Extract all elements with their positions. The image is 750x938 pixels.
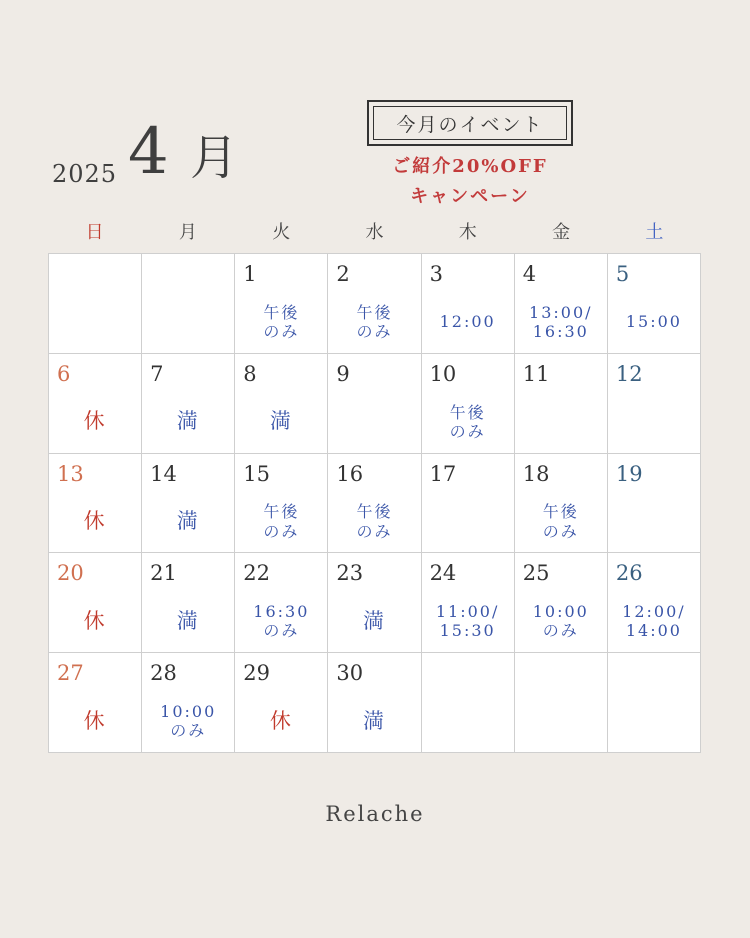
calendar-cell <box>49 553 142 653</box>
day-number: 22 <box>243 561 271 586</box>
calendar-cell <box>422 454 515 554</box>
calendar-cell <box>515 553 608 653</box>
day-number: 4 <box>522 262 537 286</box>
availability-note <box>608 591 700 651</box>
day-number: 13 <box>57 461 84 486</box>
note-line: のみ <box>263 621 300 641</box>
note-line: 午後 <box>356 302 393 322</box>
calendar-cell <box>235 454 328 554</box>
day-number: 1 <box>243 262 257 286</box>
calendar-cell <box>515 254 608 354</box>
full-mark <box>235 392 327 452</box>
calendar-cell <box>142 454 235 554</box>
weekday-sat: 土 <box>645 222 664 243</box>
note-line: のみ <box>170 721 207 741</box>
weekday-thu: 木 <box>458 222 477 243</box>
day-number: 2 <box>336 262 350 286</box>
day-number: 30 <box>336 661 364 686</box>
calendar-cell <box>49 454 142 554</box>
weekday-fri: 金 <box>552 222 571 243</box>
note-line: 満 <box>176 509 200 533</box>
note-line: 休 <box>269 708 293 733</box>
closed-mark <box>49 492 141 552</box>
note-line: 15:30 <box>439 621 496 641</box>
day-number: 18 <box>522 461 550 486</box>
calendar-cell <box>422 553 515 653</box>
availability-note <box>422 591 514 651</box>
calendar-cell <box>515 454 608 554</box>
full-mark <box>142 492 234 552</box>
note-line: のみ <box>356 322 393 341</box>
day-number: 6 <box>57 361 71 386</box>
weekday-wed: 水 <box>365 222 384 243</box>
day-number: 25 <box>522 561 550 586</box>
availability-note <box>515 591 607 651</box>
promo-line-2: キャンペーン <box>410 186 530 207</box>
availability-note <box>608 292 700 352</box>
day-number: 29 <box>243 661 271 686</box>
note-line: のみ <box>356 521 393 541</box>
weekday-header <box>48 218 701 244</box>
day-number: 17 <box>429 461 457 486</box>
note-line: 午後 <box>356 502 393 522</box>
full-mark <box>328 591 420 651</box>
calendar-grid <box>48 253 701 753</box>
availability-note <box>515 292 607 352</box>
weekday-mon: 月 <box>178 222 197 243</box>
availability-note <box>328 492 420 552</box>
day-number: 11 <box>522 361 550 386</box>
month-number: 4 <box>128 115 169 189</box>
day-number: 21 <box>150 561 177 586</box>
availability-note <box>422 392 514 452</box>
calendar-cell <box>608 254 701 354</box>
event-label: 今月のイベント <box>396 113 544 136</box>
note-line: のみ <box>263 521 300 541</box>
note-line: 満 <box>176 608 200 633</box>
note-line: 12:00/ <box>622 602 686 622</box>
calendar-cell <box>235 254 328 354</box>
calendar-cell <box>235 354 328 454</box>
calendar-cell <box>328 553 421 653</box>
day-number: 12 <box>615 361 643 386</box>
day-number: 15 <box>243 461 271 486</box>
calendar-cell <box>422 354 515 454</box>
event-box <box>367 100 573 146</box>
note-line: 13:00/ <box>529 302 593 322</box>
note-line: 10:00 <box>160 702 217 721</box>
calendar-cell <box>142 254 235 354</box>
note-line: 午後 <box>449 402 486 422</box>
availability-note <box>328 292 420 352</box>
note-line: のみ <box>542 521 579 541</box>
note-line: 12:00 <box>439 312 496 332</box>
day-number: 19 <box>615 461 643 486</box>
day-number: 27 <box>57 661 84 686</box>
calendar-cell <box>608 454 701 554</box>
brand-footer: Relache <box>325 802 425 826</box>
calendar-cell <box>235 653 328 753</box>
availability-note <box>422 292 514 352</box>
month-kanji: 月 <box>190 130 239 186</box>
calendar-cell <box>515 354 608 454</box>
calendar-cell <box>515 653 608 753</box>
full-mark <box>142 591 234 651</box>
day-number: 3 <box>429 262 443 286</box>
availability-note <box>235 292 327 352</box>
note-line: 16:30 <box>253 602 310 622</box>
calendar-cell <box>142 553 235 653</box>
calendar-cell <box>49 653 142 753</box>
calendar-cell <box>142 354 235 454</box>
calendar-cell <box>235 553 328 653</box>
note-line: のみ <box>449 421 486 441</box>
note-line: 満 <box>362 608 386 633</box>
note-line: のみ <box>542 621 579 641</box>
day-number: 23 <box>336 561 364 586</box>
day-number: 28 <box>150 661 177 686</box>
closed-mark <box>235 691 327 751</box>
calendar-cell <box>608 553 701 653</box>
weekday-tue: 火 <box>272 222 291 243</box>
note-line: 午後 <box>263 302 300 322</box>
calendar-cell <box>142 653 235 753</box>
day-number: 16 <box>336 461 364 486</box>
year-label: 2025 <box>52 160 118 188</box>
note-line: 午後 <box>542 502 579 522</box>
availability-note <box>142 691 234 751</box>
note-line: 休 <box>83 509 107 533</box>
calendar-cell <box>328 254 421 354</box>
note-line: 満 <box>362 708 386 733</box>
note-line: 満 <box>269 409 293 434</box>
note-line: 満 <box>176 409 200 434</box>
note-line: 10:00 <box>532 602 589 622</box>
calendar-cell <box>49 254 142 354</box>
availability-note <box>515 492 607 552</box>
calendar-cell <box>608 354 701 454</box>
day-number: 26 <box>615 561 643 586</box>
full-mark <box>328 691 420 751</box>
availability-note <box>235 591 327 651</box>
availability-note <box>235 492 327 552</box>
day-number: 8 <box>243 361 257 386</box>
calendar-cell <box>608 653 701 753</box>
note-line: 休 <box>83 409 107 434</box>
full-mark <box>142 392 234 452</box>
note-line: 16:30 <box>532 322 589 341</box>
promo-line-1: ご紹介20%OFF <box>392 156 548 177</box>
calendar-cell <box>422 254 515 354</box>
day-number: 7 <box>150 361 164 386</box>
closed-mark <box>49 392 141 452</box>
day-number: 5 <box>615 262 630 286</box>
day-number: 9 <box>336 361 350 386</box>
calendar-cell <box>49 354 142 454</box>
note-line: 休 <box>83 608 107 633</box>
closed-mark <box>49 691 141 751</box>
day-number: 14 <box>150 461 177 486</box>
note-line: のみ <box>263 322 300 341</box>
note-line: 午後 <box>263 502 300 522</box>
note-line: 休 <box>83 708 107 733</box>
calendar-cell <box>328 653 421 753</box>
note-line: 14:00 <box>625 621 682 641</box>
note-line: 15:00 <box>625 312 682 332</box>
closed-mark <box>49 591 141 651</box>
calendar-cell <box>422 653 515 753</box>
day-number: 24 <box>429 561 457 586</box>
note-line: 11:00/ <box>435 602 500 622</box>
day-number: 20 <box>57 561 84 586</box>
calendar-cell <box>328 454 421 554</box>
day-number: 10 <box>429 361 457 386</box>
weekday-sun: 日 <box>85 222 104 243</box>
calendar-cell <box>328 354 421 454</box>
